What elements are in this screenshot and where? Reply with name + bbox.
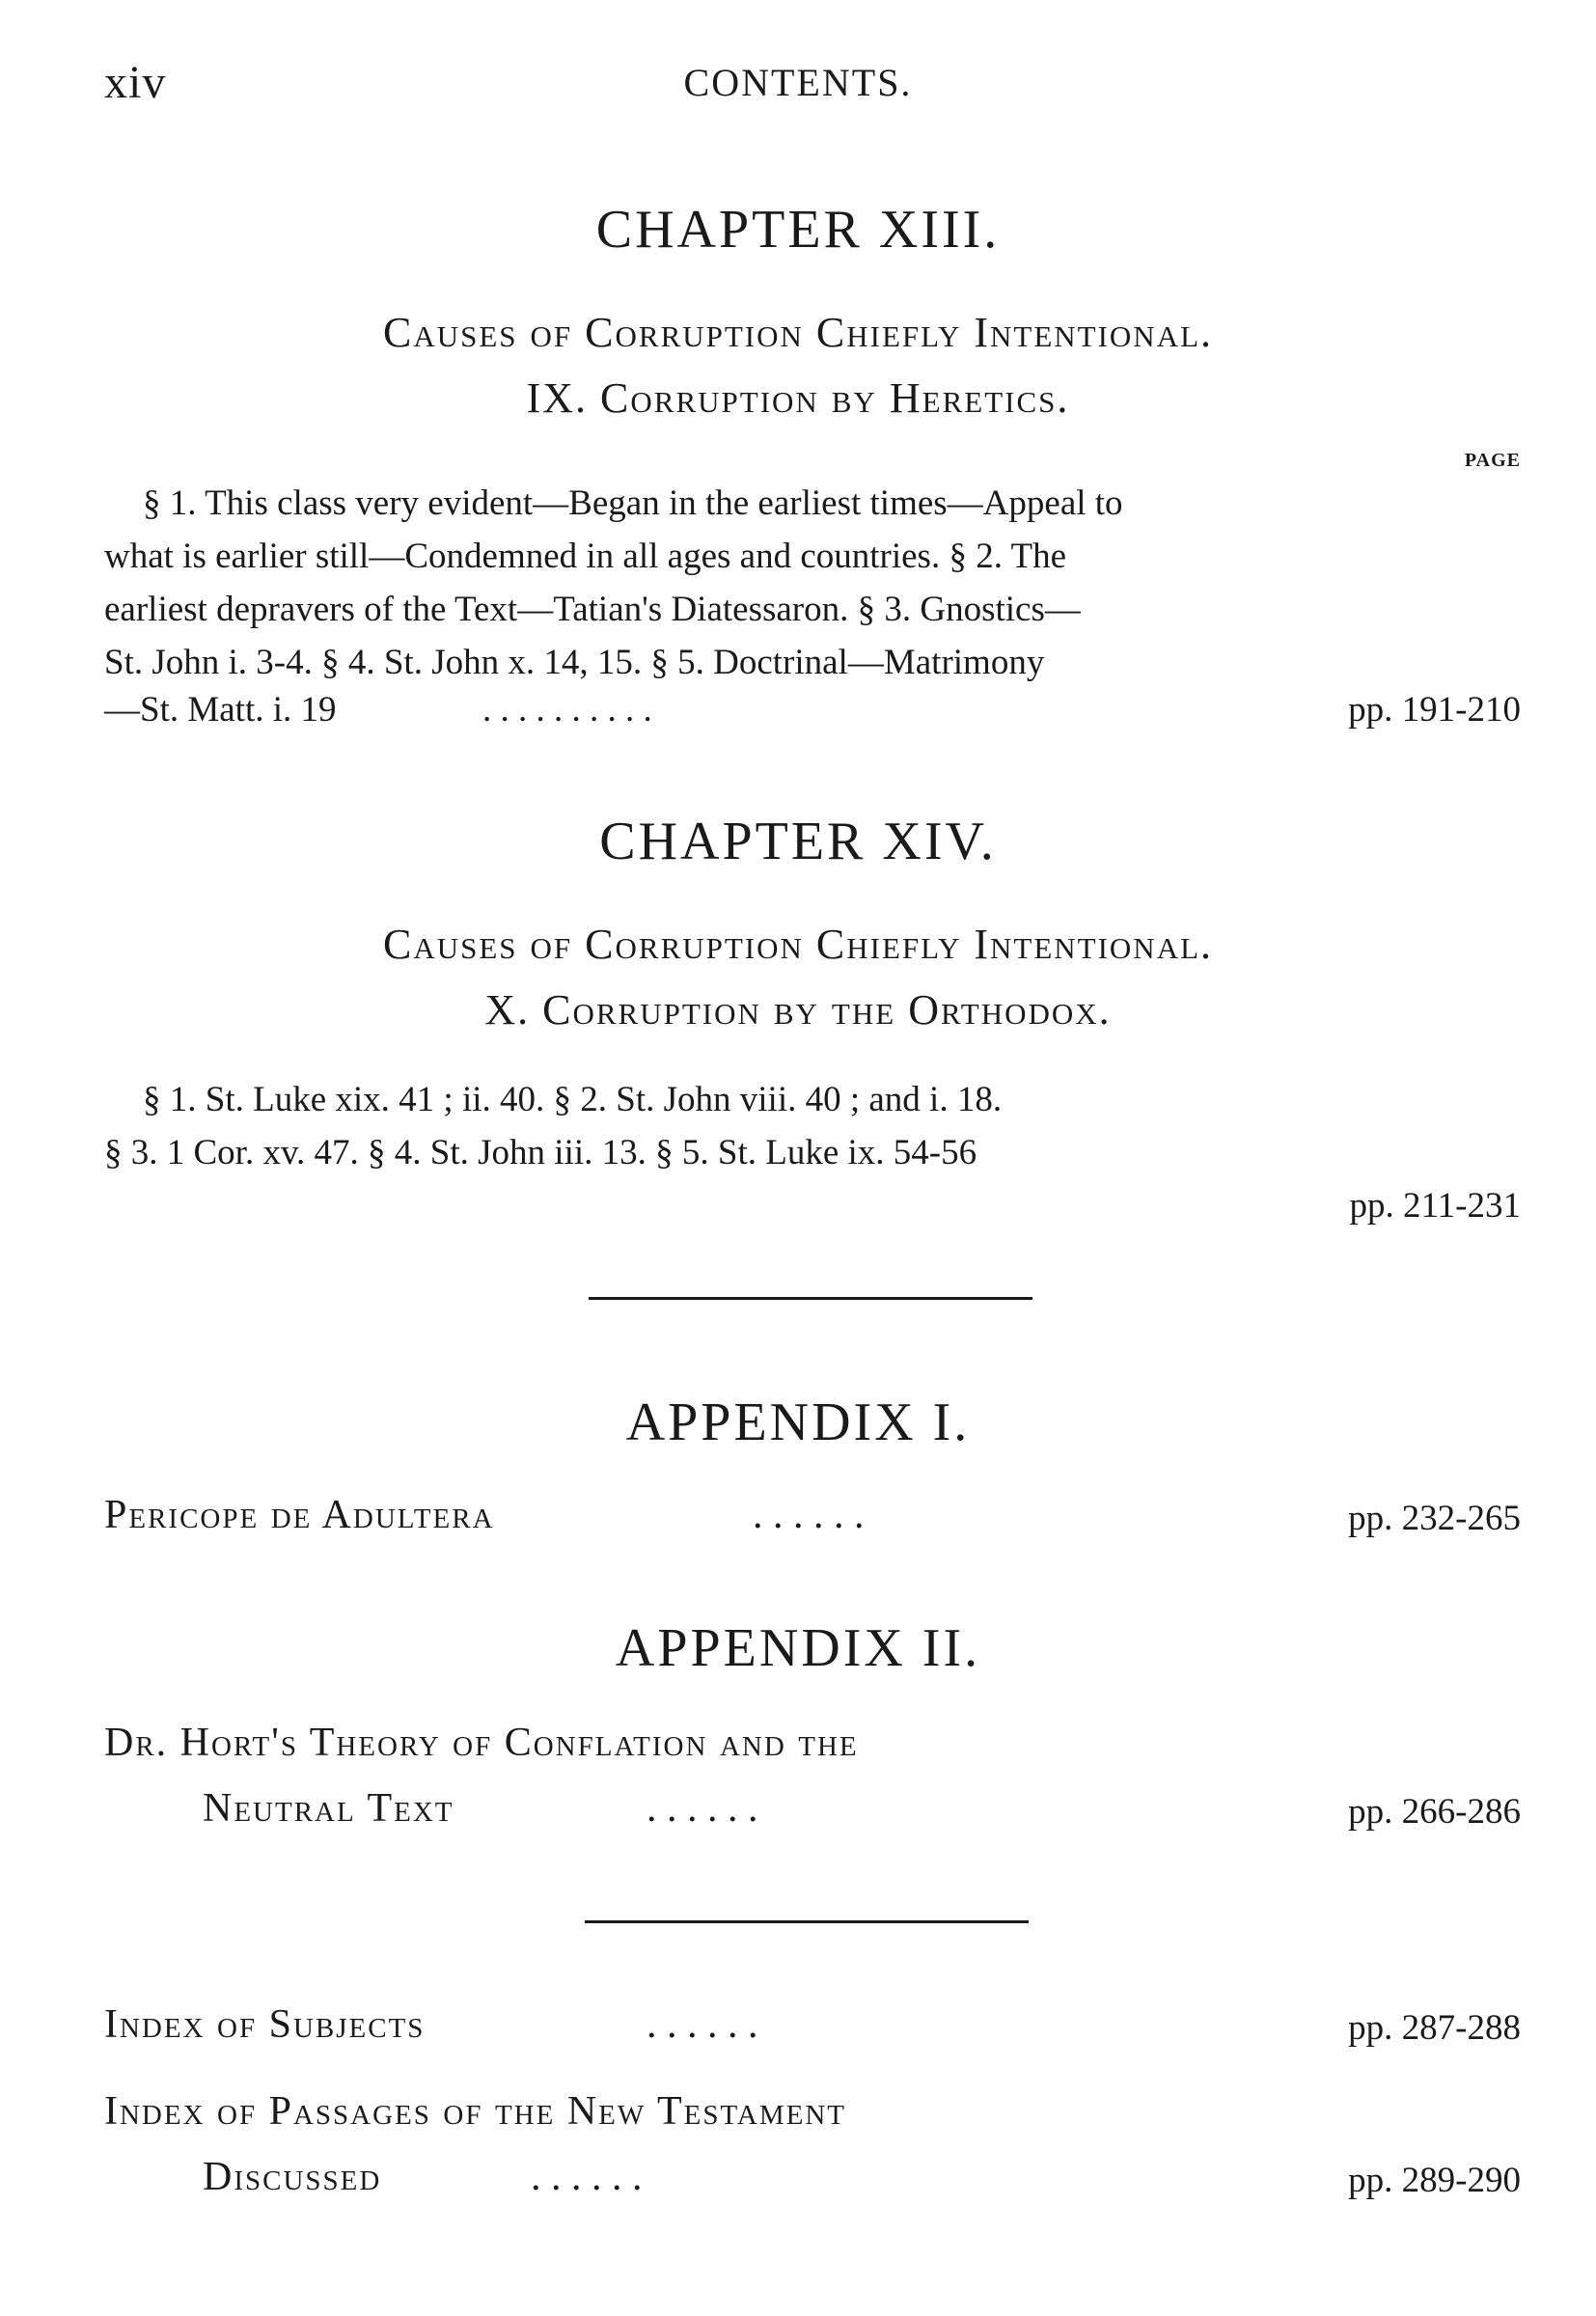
chapter-13-line-4: St. John i. 3-4. § 4. St. John x. 14, 15. § 5. Doctrinal—Matrimony: [104, 643, 1045, 682]
appendix-2-pages: pp. 266-286: [1348, 1792, 1521, 1832]
chapter-13-line-2: what is earlier still—Condemned in all ages and countries. § 2. The: [104, 537, 1067, 576]
chapter-14-heading: CHAPTER XIV.: [599, 812, 997, 871]
running-title: CONTENTS.: [683, 61, 913, 104]
page-folio: xiv: [104, 57, 167, 108]
appendix-1-entry: Pericope de Adultera: [104, 1493, 495, 1537]
index-passages-pages: pp. 289-290: [1348, 2161, 1521, 2200]
chapter-13-leader: . . . . . . . . . .: [482, 690, 652, 730]
appendix-2-entry-line-1: Dr. Hort's Theory of Conflation and the: [104, 1721, 859, 1765]
section-divider-2: [585, 1920, 1029, 1923]
chapter-13-line-5: —St. Matt. i. 19: [104, 690, 337, 730]
index-subjects-leader: . . . . . .: [647, 2002, 758, 2047]
appendix-2-heading: APPENDIX II.: [615, 1618, 981, 1678]
chapter-13-line-1: § 1. This class very evident—Began in the earliest times—Appeal to: [143, 483, 1123, 523]
chapter-14-line-2: § 3. 1 Cor. xv. 47. § 4. St. John iii. 13. § 5. St. Luke ix. 54-56: [104, 1133, 977, 1172]
chapter-13-heading: CHAPTER XIII.: [595, 200, 1001, 260]
appendix-1-leader: . . . . . .: [753, 1493, 865, 1537]
index-passages-entry-line-2: Discussed: [203, 2155, 382, 2199]
chapter-13-line-3: earliest depravers of the Text—Tatian's Diatessaron. § 3. Gnostics—: [104, 590, 1081, 629]
index-passages-entry-line-1: Index of Passages of the New Testament: [104, 2089, 846, 2134]
chapter-14-subtitle-1: Causes of Corruption Chiefly Intentional.: [382, 921, 1214, 968]
appendix-1-pages: pp. 232-265: [1348, 1499, 1521, 1538]
page-column-label: PAGE: [1464, 450, 1521, 471]
section-divider-1: [589, 1297, 1032, 1300]
appendix-1-heading: APPENDIX I.: [625, 1392, 971, 1452]
chapter-14-pages: pp. 211-231: [1349, 1186, 1521, 1226]
chapter-14-subtitle-2: X. Corruption by the Orthodox.: [484, 986, 1112, 1034]
index-passages-leader: . . . . . .: [531, 2155, 643, 2199]
appendix-2-leader: . . . . . .: [647, 1786, 758, 1831]
index-subjects-entry: Index of Subjects: [104, 2002, 426, 2047]
chapter-13-pages: pp. 191-210: [1348, 690, 1521, 730]
chapter-14-line-1: § 1. St. Luke xix. 41 ; ii. 40. § 2. St. John viii. 40 ; and i. 18.: [143, 1080, 1003, 1119]
chapter-13-subtitle-2: IX. Corruption by Heretics.: [526, 374, 1070, 422]
index-subjects-pages: pp. 287-288: [1348, 2008, 1521, 2048]
appendix-2-entry-line-2: Neutral Text: [203, 1786, 454, 1831]
chapter-13-subtitle-1: Causes of Corruption Chiefly Intentional.: [382, 309, 1214, 356]
